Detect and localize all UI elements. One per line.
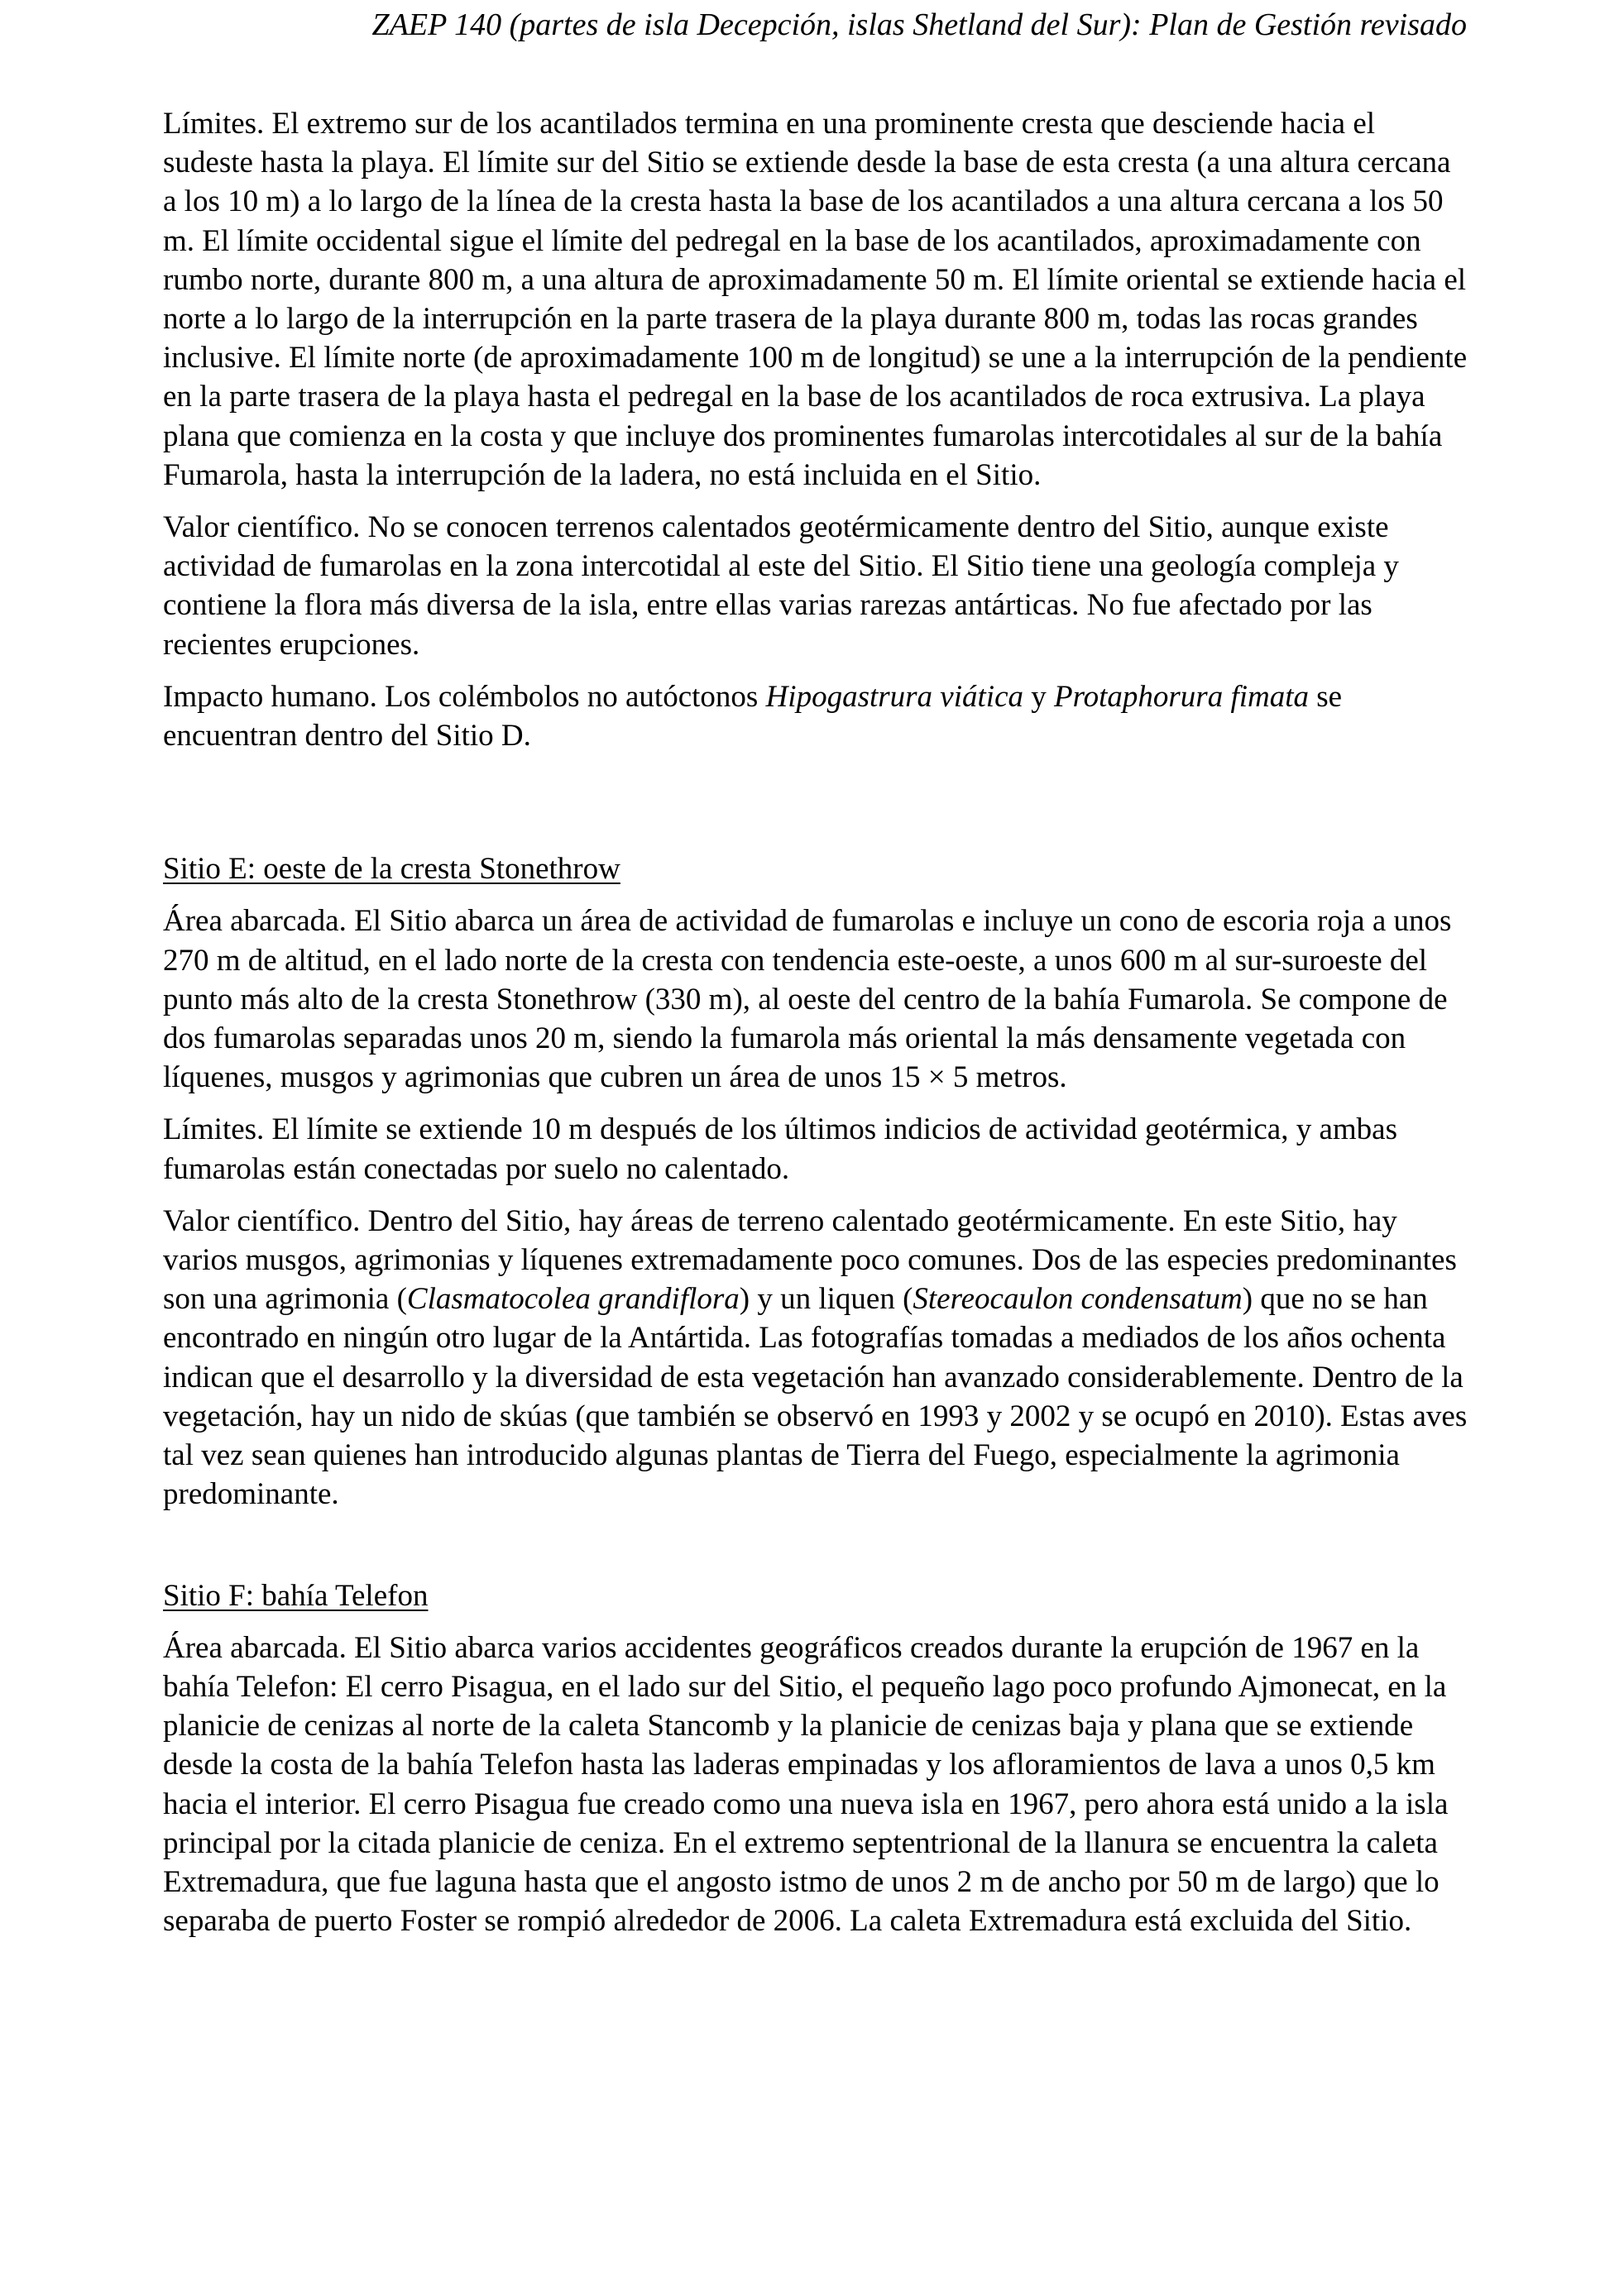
running-header: ZAEP 140 (partes de isla Decepción, islas Shetland del Sur): Plan de Gestión revisado — [371, 7, 1467, 42]
species-name: Protaphorura fimata — [1054, 679, 1310, 714]
section-spacer — [163, 1514, 1470, 1576]
impacto-humano-tail: se encuentran dentro del Sitio D. — [163, 679, 1343, 753]
site-d-impacto-humano-paragraph — [163, 677, 1470, 755]
species-name: Hipogastrura viática — [765, 679, 1023, 714]
section-spacer — [163, 755, 1470, 849]
site-e-valor-cientifico-paragraph — [163, 1202, 1470, 1514]
document-body — [163, 104, 1470, 1940]
site-e-heading: Sitio E: oeste de la cresta Stonethrow — [163, 852, 620, 887]
valor-cientifico-part-1: Valor científico. Dentro del Sitio, hay áreas de terreno calentado geotérmicamente. En este Sitio, hay varios musgos, agrimonias y líquenes extremadamente poco comunes. Dos de las especies predominantes son una agrimonia ( — [163, 1203, 1457, 1317]
impacto-humano-joiner: y — [1023, 679, 1054, 714]
site-e-area-abarcada-paragraph: Área abarcada. El Sitio abarca un área de actividad de fumarolas e incluye un cono de escoria roja a unos 270 m de altitud, en el lado norte de la cresta con tendencia este-oeste, a unos 600 m al sur-suroeste del punto más alto de la cresta Stonethrow (330 m), al oeste del centro de la bahía Fumarola. Se compone de dos fumarolas separadas unos 20 m, siendo la fumarola más oriental la más densamente vegetada con líquenes, musgos y agrimonias que cubren un área de unos 15 × 5 metros. — [163, 904, 1452, 1095]
valor-cientifico-part-2: ) y un liquen ( — [739, 1282, 913, 1317]
impacto-humano-lead: Impacto humano. Los colémbolos no autóctonos — [163, 679, 766, 714]
valor-cientifico-part-3: ) que no se han encontrado en ningún otro lugar de la Antártida. Las fotografías tomadas a mediados de los años ochenta indican que el desarrollo y la diversidad de esta vegetación han avanzado considerablemente. Dentro de la vegetación, hay un nido de skúas (que también se observó en 1993 y 2002 y se ocupó en 2010). Estas aves tal vez sean quienes han introducido algunas plantas de Tierra del Fuego, especialmente la agrimonia predominante. — [163, 1282, 1468, 1512]
site-f-area-abarcada-paragraph: Área abarcada. El Sitio abarca varios accidentes geográficos creados durante la erupción de 1967 en la bahía Telefon: El cerro Pisagua, en el lado sur del Sitio, el pequeño lago poco profundo Ajmonecat, en la planicie de cenizas al norte de la caleta Stancomb y la planicie de cenizas baja y plana que se extiende desde la costa de la bahía Telefon hasta las laderas empinadas y los afloramientos de lava a unos 0,5 km hacia el interior. El cerro Pisagua fue creado como una nueva isla en 1967, pero ahora está unido a la isla principal por la citada planicie de ceniza. En el extremo septentrional de la llanura se encuentra la caleta Extremadura, que fue laguna hasta que el angosto istmo de unos 2 m de ancho por 50 m de largo) que lo separaba de puerto Foster se rompió alrededor de 2006. La caleta Extremadura está excluida del Sitio. — [163, 1630, 1449, 1939]
site-e-limites-paragraph: Límites. El límite se extiende 10 m después de los últimos indicios de actividad geotérmica, y ambas fumarolas están conectadas por suelo no calentado. — [163, 1112, 1397, 1186]
site-f-heading: Sitio F: bahía Telefon — [163, 1578, 429, 1613]
site-d-valor-cientifico-paragraph: Valor científico. No se conocen terrenos calentados geotérmicamente dentro del Sitio, aunque existe actividad de fumarolas en la zona intercotidal al este del Sitio. El Sitio tiene una geología compleja y contiene la flora más diversa de la isla, entre ellas varias rarezas antárticas. No fue afectado por las recientes erupciones. — [163, 510, 1399, 662]
species-name: Clasmatocolea grandiflora — [406, 1282, 740, 1317]
site-d-limites-paragraph: Límites. El extremo sur de los acantilados termina en una prominente cresta que desciende hacia el sudeste hasta la playa. El límite sur del Sitio se extiende desde la base de esta cresta (a una altura cercana a los 10 m) a lo largo de la línea de la cresta hasta la base de los acantilados a una altura cercana a los 50 m. El límite occidental sigue el límite del pedregal en la base de los acantilados, aproximadamente con rumbo norte, durante 800 m, a una altura de aproximadamente 50 m. El límite oriental se extiende hacia el norte a lo largo de la interrupción en la parte trasera de la playa durante 800 m, todas las rocas grandes inclusive. El límite norte (de aproximadamente 100 m de longitud) se une a la interrupción de la pendiente en la parte trasera de la playa hasta el pedregal en la base de los acantilados de roca extrusiva. La playa plana que comienza en la costa y que incluye dos prominentes fumarolas intercotidales al sur de la bahía Fumarola, hasta la interrupción de la ladera, no está incluida en el Sitio. — [163, 107, 1468, 492]
species-name: Stereocaulon condensatum — [913, 1282, 1243, 1317]
